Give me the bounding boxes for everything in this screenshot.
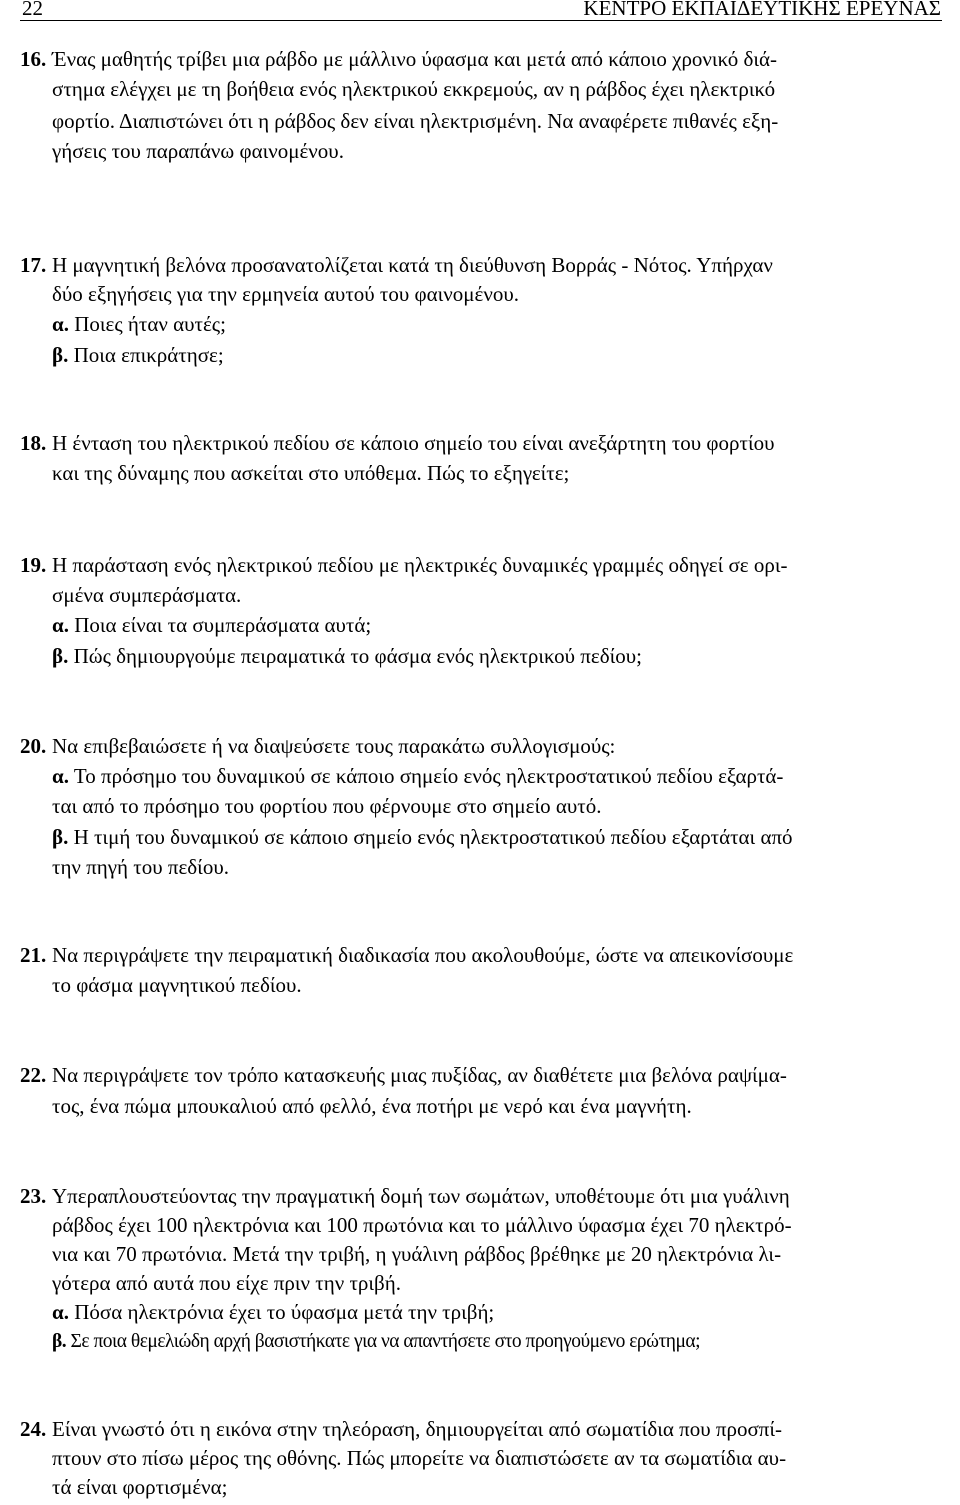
sub-question-label: β. (52, 644, 69, 668)
sub-question-a (52, 761, 942, 791)
question-text-line: σμένα συμπεράσματα. (52, 583, 242, 607)
question-text-line: νια και 70 πρωτόνια. Μετά την τριβή, η γυάλινη ράβδος βρέθηκε με 20 ηλεκτρόνια λι- (52, 1242, 782, 1266)
question-text-line: το φάσμα μαγνητικού πεδίου. (52, 973, 302, 997)
sub-question-a (52, 1297, 942, 1327)
page-number: 22 (22, 0, 43, 20)
question-text-line: Η μαγνητική βελόνα προσανατολίζεται κατά τη διεύθυνση Βορράς - Νότος. Υπήρχαν (52, 253, 773, 277)
question-text-line: Να επιβεβαιώσετε ή να διαψεύσετε τους παρακάτω συλλογισμούς: (52, 734, 616, 758)
question-number: 19. (20, 553, 47, 577)
sub-question-b (52, 340, 942, 370)
question-text-line: Υπεραπλουστεύοντας την πραγματική δομή των σωμάτων, υποθέτουμε ότι μια γυάλινη (52, 1184, 790, 1208)
question-text-line: Να περιγράψετε την πειραματική διαδικασία που ακολουθούμε, ώστε να απεικονίσουμε (52, 943, 794, 967)
question-text-line: πτουν στο πίσω μέρος της οθόνης. Πώς μπορείτε να διαπιστώσετε αν τα σωματίδια αυ- (52, 1446, 787, 1470)
sub-question-b (52, 822, 942, 852)
sub-question-text: Ποιες ήταν αυτές; (74, 312, 226, 336)
question-text-line: τος, ένα πώμα μπουκαλιού από φελλό, ένα ποτήρι με νερό και ένα μαγνήτη. (52, 1094, 692, 1118)
sub-question-label: α. (52, 1300, 69, 1324)
question-text-line: Είναι γνωστό ότι η εικόνα στην τηλεόραση, δημιουργείται από σωματίδια που προσπί- (52, 1417, 783, 1441)
question-text-line: γήσεις του παραπάνω φαινομένου. (52, 139, 344, 163)
question-text-line: ράβδος έχει 100 ηλεκτρόνια και 100 πρωτόνια και το μάλλινο ύφασμα έχει 70 ηλεκτρό- (52, 1213, 792, 1237)
sub-question-label: α. (52, 764, 69, 788)
sub-question-text: Ποια είναι τα συμπεράσματα αυτά; (74, 613, 372, 637)
question-text-line: δύο εξηγήσεις για την ερμηνεία αυτού του φαινομένου. (52, 282, 519, 306)
sub-question-text: Το πρόσημο του δυναμικού σε κάποιο σημείο ενός ηλεκτροστατικού πεδίου εξαρτά- (73, 764, 784, 788)
running-title: ΚΕΝΤΡΟ ΕΚΠΑΙΔΕΥΤΙΚΗΣ ΕΡΕΥΝΑΣ (583, 0, 941, 20)
sub-question-text: Σε ποια θεμελιώδη αρχή βασιστήκατε για να απαντήσετε στο προηγούμενο ερώτημα; (70, 1331, 701, 1352)
question-text-line: στημα ελέγχει με τη βοήθεια ενός ηλεκτρικού εκκρεμούς, αν η ράβδος έχει ηλεκτρικό (52, 77, 776, 101)
sub-question-label: α. (52, 312, 69, 336)
page-header (0, 0, 960, 22)
sub-question-text: Η τιμή του δυναμικού σε κάποιο σημείο ενός ηλεκτροστατικού πεδίου εξαρτάται από (73, 825, 793, 849)
question-number: 17. (20, 253, 47, 277)
question-number: 21. (20, 943, 47, 967)
question-text-line: Η παράσταση ενός ηλεκτρικού πεδίου με ηλεκτρικές δυναμικές γραμμές οδηγεί σε ορι- (52, 553, 788, 577)
header-rule (20, 20, 942, 21)
sub-question-label: β. (52, 825, 69, 849)
sub-question-text: Ποια επικράτησε; (73, 343, 224, 367)
question-number: 20. (20, 734, 47, 758)
sub-question-text-cont: την πηγή του πεδίου. (52, 855, 229, 879)
sub-question-label: β. (52, 343, 69, 367)
question-text-line: Ένας μαθητής τρίβει μια ράβδο με μάλλινο ύφασμα και μετά από κάποιο χρονικό διά- (52, 47, 777, 71)
sub-question-b (52, 1327, 942, 1357)
question-number: 24. (20, 1417, 47, 1441)
question-text-line: και της δύναμης που ασκείται στο υπόθεμα. Πώς το εξηγείτε; (52, 461, 570, 485)
question-number: 23. (20, 1184, 47, 1208)
sub-question-a (52, 610, 942, 640)
sub-question-text: Πόσα ηλεκτρόνια έχει το ύφασμα μετά την τριβή; (74, 1300, 495, 1324)
sub-question-b (52, 641, 942, 671)
question-text-line: φορτίο. Διαπιστώνει ότι η ράβδος δεν είναι ηλεκτρισμένη. Να αναφέρετε πιθανές εξη- (52, 109, 779, 133)
sub-question-label: β. (52, 1331, 67, 1352)
question-text-line: Να περιγράψετε τον τρόπο κατασκευής μιας πυξίδας, αν διαθέτετε μια βελόνα ραψίμα- (52, 1063, 787, 1087)
sub-question-text: Πώς δημιουργούμε πειραματικά το φάσμα ενός ηλεκτρικού πεδίου; (73, 644, 642, 668)
question-text-line: γότερα από αυτά που είχε πριν την τριβή. (52, 1271, 401, 1295)
question-number: 22. (20, 1063, 47, 1087)
question-number: 18. (20, 431, 47, 455)
question-text-line: τά είναι φορτισμένα; (52, 1475, 228, 1499)
sub-question-text-cont: ται από το πρόσημο του φορτίου που φέρνουμε στο σημείο αυτό. (52, 794, 602, 818)
question-text-line: Η ένταση του ηλεκτρικού πεδίου σε κάποιο σημείο του είναι ανεξάρτητη του φορτίου (52, 431, 775, 455)
sub-question-label: α. (52, 613, 69, 637)
sub-question-a (52, 309, 942, 339)
question-number: 16. (20, 47, 47, 71)
